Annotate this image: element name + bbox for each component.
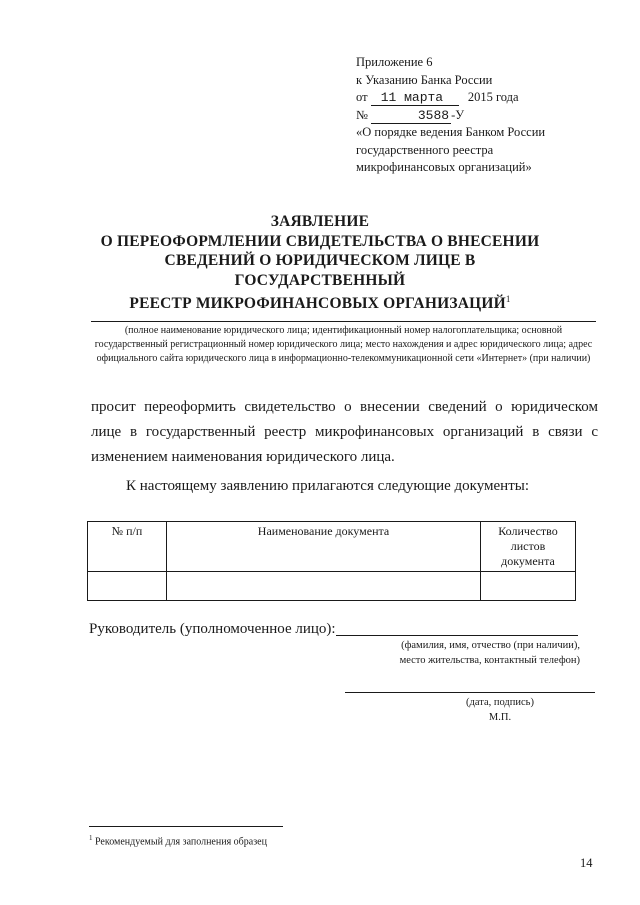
- documents-table: [87, 521, 576, 601]
- number-suffix: -У: [451, 107, 465, 122]
- footnote: [89, 831, 267, 849]
- date-signature-label: (дата, подпись): [466, 697, 534, 708]
- head-signatory-label: Руководитель (уполномоченное лицо):: [89, 621, 336, 637]
- date-value: 11 марта: [371, 91, 459, 106]
- title-footnote-mark: 1: [505, 294, 511, 304]
- signatory-caption-line2: место жительства, контактный телефон): [399, 655, 580, 666]
- table-cell-number[interactable]: [88, 572, 167, 601]
- date-signature-caption: [440, 695, 560, 725]
- title-line4: [90, 290, 550, 314]
- appendix-title-line3: микрофинансовых организаций»: [356, 160, 532, 174]
- footnote-mark: 1: [89, 834, 93, 842]
- page-number: 14: [580, 856, 593, 870]
- table-cell-sheet-count[interactable]: [481, 572, 576, 601]
- signatory-details-line[interactable]: [336, 635, 578, 636]
- document-title: [90, 212, 550, 314]
- date-year: 2015 года: [467, 90, 519, 104]
- title-line2: О ПЕРЕОФОРМЛЕНИИ СВИДЕТЕЛЬСТВА О ВНЕСЕНИИ: [100, 232, 540, 250]
- appendix-date: [356, 89, 606, 107]
- appendix-header: [356, 54, 606, 177]
- attachments-intro: К настоящему заявлению прилагаются следующие документы:: [126, 478, 530, 494]
- footnote-divider: [89, 826, 283, 827]
- date-prefix: от: [356, 90, 368, 104]
- applicant-info-line[interactable]: [91, 321, 596, 322]
- appendix-reference: к Указанию Банка России: [356, 72, 493, 87]
- table-header-doc-name: Наименование документа: [167, 522, 481, 572]
- appendix-number: Приложение 6: [356, 55, 433, 69]
- stamp-place-label: М.П.: [488, 712, 512, 723]
- table-cell-doc-name[interactable]: [167, 572, 481, 601]
- date-signature-line[interactable]: [345, 692, 595, 693]
- footnote-text: Рекомендуемый для заполнения образец: [95, 836, 267, 848]
- table-header-row: [88, 522, 576, 572]
- table-header-sheet-count: Количество листов документа: [481, 522, 576, 572]
- number-value: 3588: [371, 109, 451, 124]
- appendix-title-line1: «О порядке ведения Банком России: [356, 125, 546, 139]
- signatory-details-caption: [330, 638, 580, 668]
- applicant-info-caption: (полное наименование юридического лица; идентификационный номер налогоплательщика; основной государственный регистрационный номер юридического лица; место нахождения и адрес юридического лица; адрес официального сайта юридического лица в информационно-телекоммуникационной сети «Интернет» (при наличии): [94, 325, 593, 364]
- title-line3: СВЕДЕНИЙ О ЮРИДИЧЕСКОМ ЛИЦЕ В ГОСУДАРСТВЕННЫЙ: [164, 252, 476, 289]
- signatory-caption-line1: (фамилия, имя, отчество (при наличии),: [401, 640, 580, 651]
- request-paragraph: просит переоформить свидетельство о внесении сведений о юридическом лице в государственный реестр микрофинансовых организаций в связи с изменением наименования юридического лица.: [91, 399, 598, 465]
- table-row: [88, 572, 576, 601]
- title-line1: ЗАЯВЛЕНИЕ: [270, 213, 370, 230]
- appendix-order-number: [356, 107, 606, 125]
- appendix-title-line2: государственного реестра: [356, 142, 494, 157]
- table-header-number: № п/п: [88, 522, 167, 572]
- title-line4-text: РЕЕСТР МИКРОФИНАНСОВЫХ ОРГАНИЗАЦИЙ: [129, 295, 506, 313]
- number-prefix: №: [356, 107, 368, 122]
